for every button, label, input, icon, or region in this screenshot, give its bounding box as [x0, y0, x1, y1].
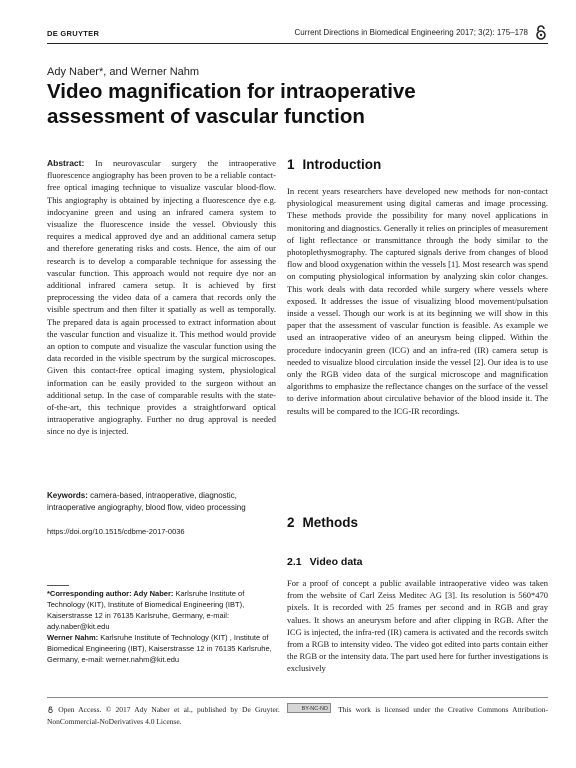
publisher-name: DE GRUYTER [47, 29, 100, 38]
subsection-heading-video-data [287, 556, 363, 568]
journal-citation: Current Directions in Biomedical Engineering 2017; 3(2): 175–178 [294, 28, 528, 37]
doi-link[interactable]: https://doi.org/10.1515/cdbme-2017-0036 [47, 527, 185, 536]
corresponding-author-label: *Corresponding author: Ady Naber: [47, 589, 174, 598]
footer-divider [47, 697, 548, 698]
license-prefix: Open Access. © 2017 Ady Naber et al., published by De Gruyter. [58, 705, 280, 714]
author-list: Ady Naber*, and Werner Nahm [47, 66, 200, 78]
license-notice [47, 703, 548, 727]
section-number: 1 [287, 157, 295, 172]
paper-title: Video magnification for intraoperative assessment of vascular function [47, 80, 416, 128]
subsection-number: 2.1 [287, 556, 302, 568]
second-author-affiliation: Karlsruhe Institute of Technology (KIT) , Institute of Biomedical Engineering (IBT), Kaiserstrasse 12 in 76135 Karlsruhe, Germany, e-mail: werner.nahm@kit.edu [47, 633, 272, 664]
subsection-title: Video data [309, 556, 363, 568]
section-title: Introduction [302, 157, 382, 172]
abstract-label: Abstract: [47, 158, 85, 168]
open-access-icon [534, 25, 548, 40]
video-data-text: For a proof of concept a public available intraoperative video was taken from the website of Carl Zeiss Meditec AG [3]. Its resolution is 560*470 pixels. It is recorded with 25 frames per second and in RGB and gray values. It shows an aneurysm before and after clipping in RGB. After the ICG is injected, the infra-red (IR) camera is activated and the records switch from a RGB to intensity video. The video got edited into parts contain either the RGB or the intensity data. The part used here for further investigations is exclusively [287, 578, 548, 674]
header-divider [47, 43, 548, 44]
keywords-label: Keywords: [47, 491, 88, 500]
creative-commons-badge[interactable] [287, 703, 331, 713]
section-heading-methods [287, 515, 358, 530]
open-access-icon [47, 706, 54, 713]
introduction-text: In recent years researchers have developed new methods for non-contact physiological measurement using digital cameras and image processing. These methods provide the possibility for many novel applications in monitoring and diagnostics. Generally it relies on principles of measurement of light reflectance or transmittance through the body similar to the photoplethysmography. The captured signals derive from changes of blood flow and blood oxygenation within the vessels [1]. Most research was spend on computing physiological information by analyzing skin color changes. This work deals with data recorded while surgery where vessels where exposed. It addresses the issue of visualizing blood movement/pulsation inside a vessel. Though our work is at its beginning we will show in this paper that the assessment of vascular function is feasible. As example we used an intraoperative video of an aneurysm being clipped. Within the procedure indocyanin green (ICG) and an infra-red (IR) camera setup is needed to visualize blood circulation inside the vessel [2]. Our idea is to use only the RGB video data of the surgical microscope and magnification algorithms to emphasize the reflectance changes on the surface of the vessel to derive information about circulative behavior of the blood inside it. The results will be compared to the ICG-IR recordings. [287, 186, 548, 416]
corresponding-author-affiliation: Karlsruhe Institute of Technology (KIT), Institute of Biomedical Engineering (IBT), Kaiserstrasse 12 in 76135 Karlsruhe, Germany, e-mail: ady.naber@kit.edu [47, 589, 245, 631]
author-footnote [47, 588, 276, 665]
keywords-text: camera-based, intraoperative, diagnostic, intraoperative angiography, blood flow, video processing [47, 491, 246, 512]
footnote-divider [47, 585, 69, 586]
abstract [47, 157, 276, 438]
section-heading-introduction [287, 157, 381, 172]
abstract-text: In neurovascular surgery the intraoperative fluorescence angiography has been proven to be a reliable contact-free optical imaging technique to visualize vascular blood-flow. This angiography is obtained by injecting a fluorescence dye e.g. indocyanine green and using an infrared camera system to visualize the fluorescence inside the vessel. Obviously this requires a medical approved dye and an additional camera setup and therefore generating risks and costs. Hence, the aim of our research is to develop a comparable technique for assessing the vascular function. This approach would not require dye nor an additional infrared camera setup. It is achieved by first preprocessing the video data of a camera that records only the visible spectrum and then filter it spatially as well as temporally. The prepared data is again processed to extract information about the vascular function and visualize it. This method would provide an option to compute and visualize the vascular function using the data recorded in the visible spectrum by the surgical microscopes. Given this contact-free optical imaging system, physiological information can be easily provided to the surgeon without an additional setup. In the case of comparable results with the state-of-the-art, this technique provides a straightforward optical intraoperative angiography. Further no drug approval is needed since no dye is injected. [47, 158, 276, 437]
section-number: 2 [287, 515, 295, 530]
keywords [47, 490, 276, 514]
page-header [47, 0, 548, 42]
cc-badge-label: BY-NC-ND [301, 705, 328, 712]
second-author-label: Werner Nahm: [47, 633, 99, 642]
license-text: This work is licensed under the Creative Commons Attribution-NonCommercial-NoDerivatives 4.0 License. [47, 705, 548, 726]
section-title: Methods [302, 515, 359, 530]
